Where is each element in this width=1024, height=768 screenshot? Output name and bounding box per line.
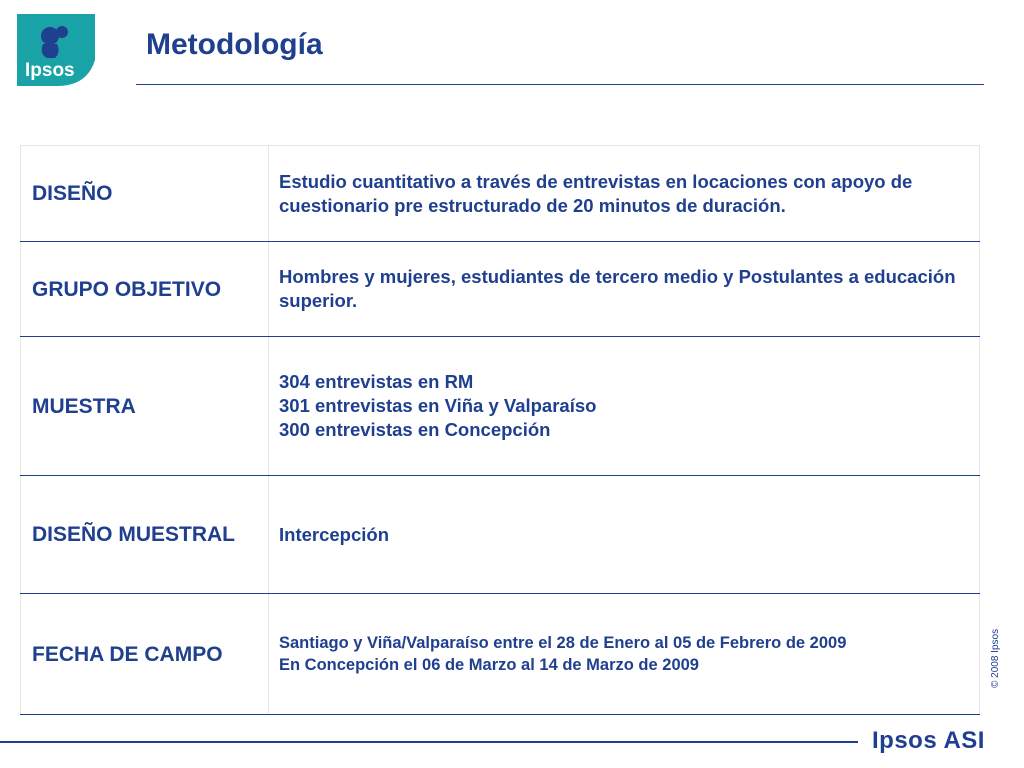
value-text: 300 entrevistas en Concepción [279,419,551,440]
logo-text: Ipsos [25,60,75,81]
copyright-text: © 2008 Ipsos [990,628,1001,688]
value-text: Intercepción [279,523,389,545]
row-value [269,146,980,242]
title-divider [136,84,984,85]
row-value [269,476,980,594]
value-text: Santiago y Viña/Valparaíso entre el 28 de Enero al 05 de Febrero de 2009 [279,634,847,652]
row-label: MUESTRA [21,337,269,476]
value-text: Hombres y mujeres, estudiantes de tercero medio y Postulantes a educación superior. [279,266,956,311]
row-label: FECHA DE CAMPO [21,594,269,715]
ipsos-logo [17,14,95,86]
value-text: 304 entrevistas en RM [279,371,474,392]
footer-divider [0,741,858,743]
table-row [21,242,980,337]
row-label: GRUPO OBJETIVO [21,242,269,337]
brand-wordmark: Ipsos ASI [872,727,985,754]
row-value [269,337,980,476]
table-row [21,476,980,594]
value-text: 301 entrevistas en Viña y Valparaíso [279,395,597,416]
page-title: Metodología [146,28,323,61]
value-text: En Concepción el 06 de Marzo al 14 de Marzo de 2009 [279,656,699,674]
row-label: DISEÑO [21,146,269,242]
row-value [269,242,980,337]
row-value [269,594,980,715]
table-row [21,146,980,242]
value-text: Estudio cuantitativo a través de entrevistas en locaciones con apoyo de cuestionario pre estructurado de 20 minutos de duración. [279,170,913,216]
table-row [21,337,980,476]
table-row [21,594,980,715]
row-label: DISEÑO MUESTRAL [21,476,269,594]
methodology-table [20,145,980,715]
